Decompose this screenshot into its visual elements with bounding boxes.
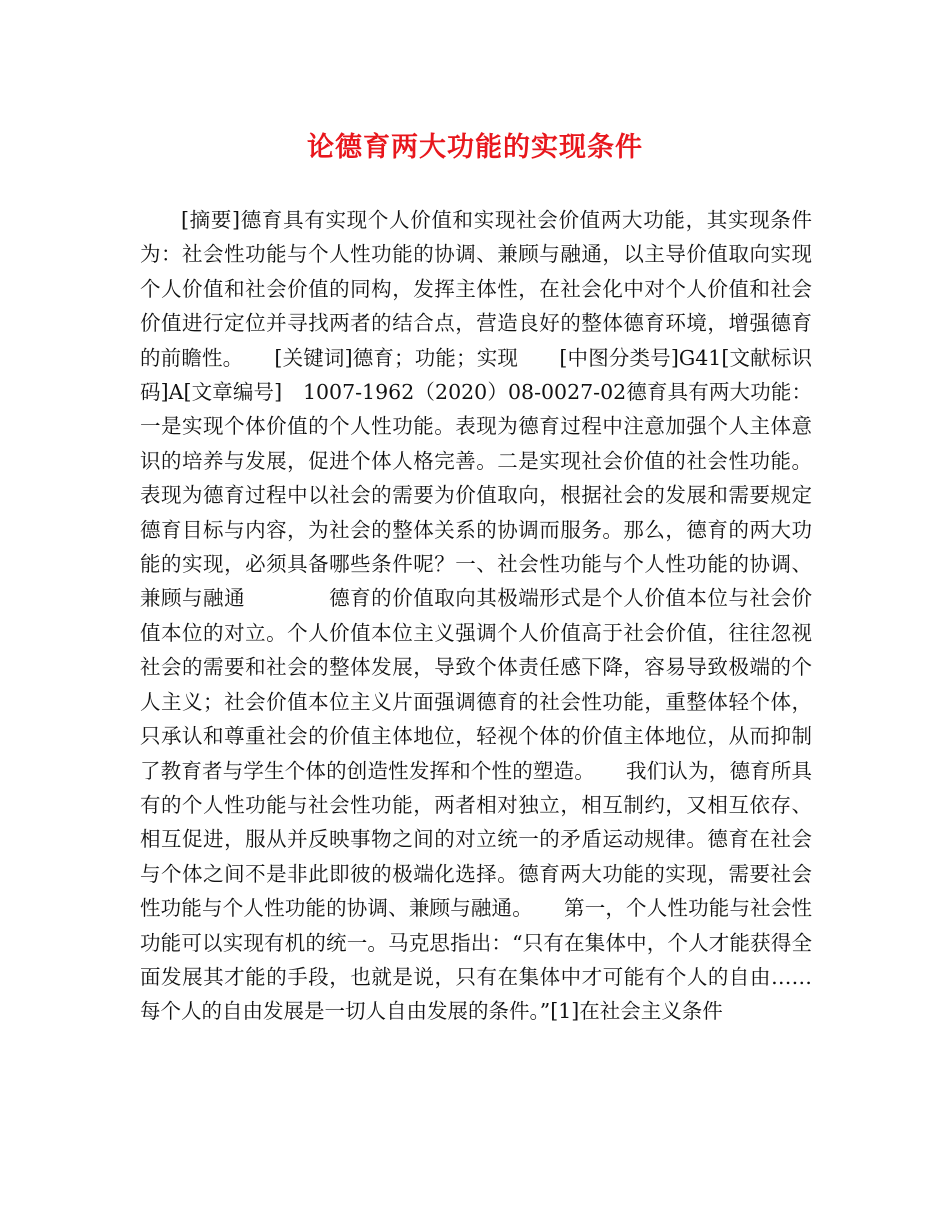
document-title: 论德育两大功能的实现条件 bbox=[307, 132, 643, 163]
document-body: [摘要]德育具有实现个人价值和实现社会价值两大功能，其实现条件为：社会性功能与个人性功能的协调、兼顾与融通，以主导价值取向实现个人价值和社会价值的同构，发挥主体性，在社会化中对个人价值和社会价值进行定位并寻找两者的结合点，营造良好的整体德育环境，增强德育的前瞻性。 [关键词]德育；功能；实现 [中图分类号]G41[文献标识码]A[文章编号] 1007-1962（2020）08-0027-02德育具有两大功能：一是实现个体价值的个人性功能。表现为德育过程中注意加强个人主体意识的培养与发展，促进个体人格完善。二是实现社会价值的社会性功能。表现为德育过程中以社会的需要为价值取向，根据社会的发展和需要规定德育目标与内容，为社会的整体关系的协调而服务。那么，德育的两大功能的实现，必须具备哪些条件呢？一、社会性功能与个人性功能的协调、兼顾与融通 德育的价值取向其极端形式是个人价值本位与社会价值本位的对立。个人价值本位主义强调个人价值高于社会价值，往往忽视社会的需要和社会的整体发展，导致个体责任感下降，容易导致极端的个人主义；社会价值本位主义片面强调德育的社会性功能，重整体轻个体，只承认和尊重社会的价值主体地位，轻视个体的价值主体地位，从而抑制了教育者与学生个体的创造性发挥和个性的塑造。 我们认为，德育所具有的个人性功能与社会性功能，两者相对独立，相互制约，又相互依存、相互促进，服从并反映事物之间的对立统一的矛盾运动规律。德育在社会与个体之间不是非此即彼的极端化选择。德育两大功能的实现，需要社会性功能与个人性功能的协调、兼顾与融通。 第一，个人性功能与社会性功能可以实现有机的统一。马克思指出：“只有在集体中，个人才能获得全面发展其才能的手段，也就是说，只有在集体中才可能有个人的自由……每个人的自由发展是一切人自由发展的条件。”[1]在社会主义条件 bbox=[140, 208, 812, 1024]
